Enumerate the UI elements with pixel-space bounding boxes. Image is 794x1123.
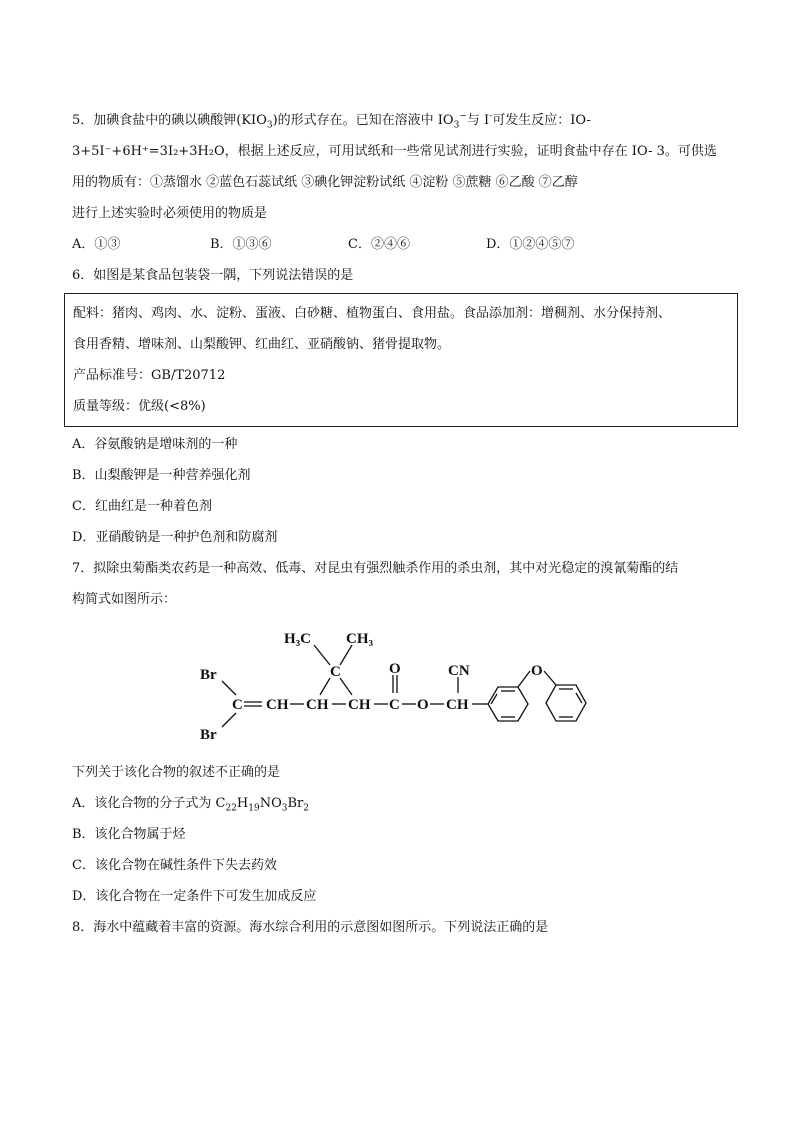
o-ester-label: O — [417, 697, 429, 713]
option-text: A．该化合物的分子式为 C — [72, 796, 226, 811]
ingredients-line1: 配料：猪肉、鸡肉、水、淀粉、蛋液、白砂糖、植物蛋白、食用盐。食品添加剂：增稠剂、水分保持剂、 — [73, 306, 672, 321]
q6-stem: 6．如图是某食品包装袋一隅，下列说法错误的是 — [72, 268, 354, 283]
q7-option-d[interactable]: D．该化合物在一定条件下可发生加成反应 — [72, 889, 317, 904]
subscript: 3 — [281, 803, 288, 814]
q5-option-a[interactable]: A．①③ — [72, 237, 121, 252]
q5-options — [72, 229, 734, 260]
exam-page — [72, 105, 734, 943]
q7-option-c[interactable]: C．该化合物在碱性条件下失去药效 — [72, 858, 277, 873]
cn-label: CN — [448, 663, 470, 679]
superscript: - — [489, 111, 493, 122]
c-quaternary-label: C — [330, 664, 341, 680]
subscript: 2 — [303, 803, 310, 814]
quality-grade: 质量等级：优级(<8%) — [73, 399, 206, 414]
o-carbonyl-label: O — [389, 661, 401, 677]
c-carbonyl-label: C — [389, 697, 400, 713]
q7-option-a[interactable] — [72, 788, 734, 819]
q7-stem-line2: 构简式如图所示： — [72, 592, 177, 607]
option-text: H — [236, 796, 249, 811]
q5-text: 5．加碘食盐中的碘以碘酸钾(KIO — [72, 113, 267, 128]
br-bottom-label: Br — [200, 727, 217, 743]
deltamethrin-structure — [192, 623, 612, 751]
q6-option-b[interactable]: B．山梨酸钾是一种营养强化剂 — [72, 468, 251, 483]
q7-stem-line3: 下列关于该化合物的叙述不正确的是 — [72, 765, 281, 780]
ch3-label: CH₃ — [346, 631, 373, 647]
q6-option-a[interactable]: A．谷氨酸钠是增味剂的一种 — [72, 437, 238, 452]
option-text: Br — [287, 796, 304, 811]
subscript: 19 — [248, 803, 260, 814]
q5-line4: 进行上述实验时必须使用的物质是 — [72, 206, 268, 221]
subscript: 22 — [225, 803, 237, 814]
ch-label-3: CH — [348, 697, 371, 713]
q5-line2: 3+5I⁻+6H⁺=3I₂+3H₂O，根据上述反应，可用试纸和一些常见试剂进行实验，证明食盐中存在 IO- 3。可供选 — [72, 144, 717, 159]
q5-text: )的形式存在。已知在溶液中 IO — [272, 113, 454, 128]
ch-label-2: CH — [306, 697, 329, 713]
h3c-label: H₃C — [284, 631, 311, 647]
q5-option-b[interactable]: B．①③⑥ — [210, 237, 272, 252]
o-ether-label: O — [531, 663, 543, 679]
ch-label-1: CH — [266, 697, 289, 713]
subscript: 3 — [453, 120, 460, 131]
food-label-box — [64, 293, 738, 427]
q5-text: 可发生反应：IO- — [492, 113, 591, 128]
q7-option-b[interactable]: B．该化合物属于烃 — [72, 827, 186, 842]
q6-option-c[interactable]: C．红曲红是一种着色剂 — [72, 499, 212, 514]
ch-cn-label: CH — [446, 697, 469, 713]
standard-number: 产品标准号：GB/T20712 — [73, 368, 226, 383]
q8-stem: 8．海水中蕴藏着丰富的资源。海水综合利用的示意图如图所示。下列说法正确的是 — [72, 920, 549, 935]
q5-line1 — [72, 105, 734, 136]
c-alkene-label: C — [232, 697, 243, 713]
q5-line3: 用的物质有：①蒸馏水 ②蓝色石蕊试纸 ③碘化钾淀粉试纸 ④淀粉 ⑤蔗糖 ⑥乙酸 ⑦乙醇 — [72, 175, 578, 190]
superscript: − — [459, 111, 467, 122]
subscript: 3 — [266, 120, 273, 131]
q6-option-d[interactable]: D．亚硝酸钠是一种护色剂和防腐剂 — [72, 530, 278, 545]
q7-stem-line1: 7．拟除虫菊酯类农药是一种高效、低毒、对昆虫有强烈触杀作用的杀虫剂，其中对光稳定的溴氰菊酯的结 — [72, 561, 679, 576]
ingredients-line2: 食用香精、增味剂、山梨酸钾、红曲红、亚硝酸钠、猪骨提取物。 — [73, 337, 451, 352]
option-text: NO — [259, 796, 282, 811]
q5-option-c[interactable]: C．②④⑥ — [348, 237, 410, 252]
br-top-label: Br — [200, 667, 217, 683]
q5-option-d[interactable]: D．①②④⑤⑦ — [486, 237, 575, 252]
q5-text: 与 I — [466, 113, 490, 128]
